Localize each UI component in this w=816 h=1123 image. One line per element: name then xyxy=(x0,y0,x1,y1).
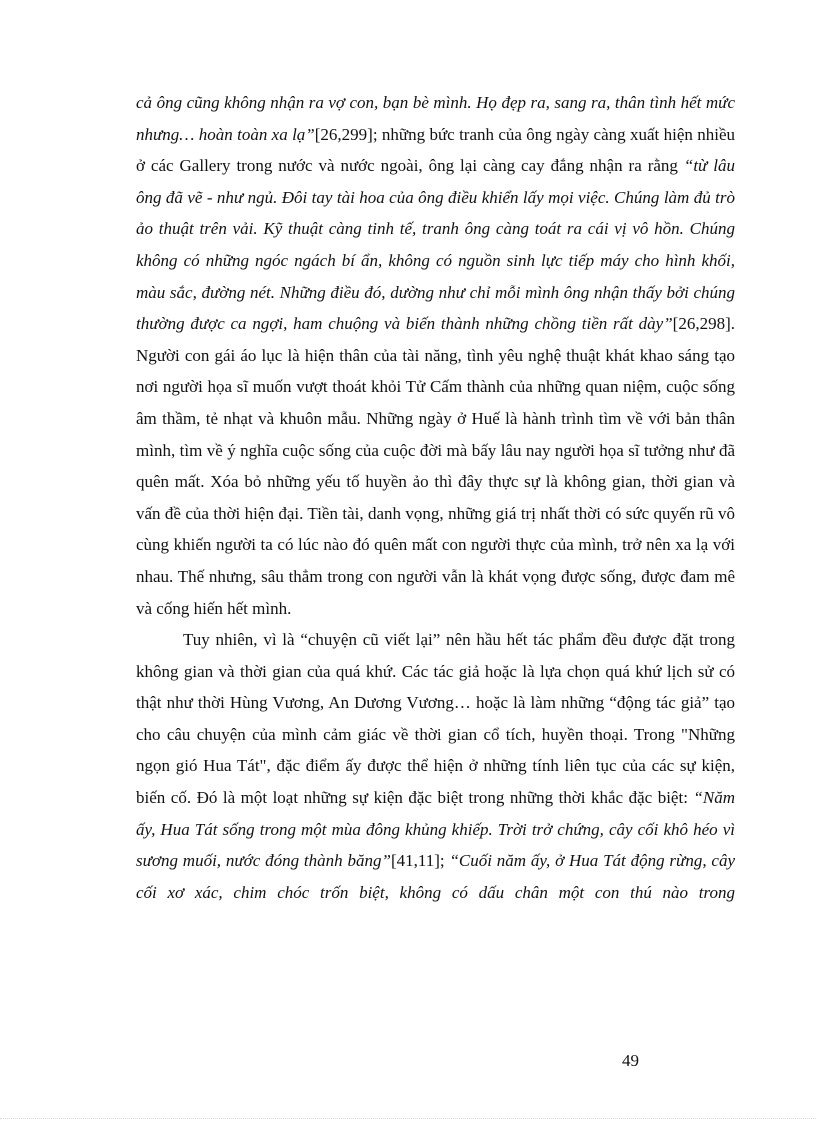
page-body xyxy=(136,87,735,908)
quote-text: cả ông cũng không nhận ra vợ con, bạn bè mình. Họ đẹp ra, sang ra, thân tình hết mức nhưng… hoàn toàn xa lạ” xyxy=(136,93,735,144)
quote-text: “Năm ấy, Hua Tát sống trong một mùa đông khủng khiếp. Trời trở chứng, cây cối khô héo vì sương muối, nước đóng thành băng” xyxy=(136,788,735,871)
quote-text: “từ lâu ông đã vẽ - như ngủ. Đôi tay tài hoa của ông điều khiển lấy mọi việc. Chúng làm đủ trò ảo thuật trên vải. Kỹ thuật càng tinh tế, tranh ông càng toát ra cái vị vô hồn. Chúng không có những ngóc ngách bí ẩn, không có nguồn sinh lực tiếp máy cho hình khối, màu sắc, đường nét. Những điều đó, dường như chỉ mỗi mình ông nhận thấy bởi chúng thường được ca ngợi, ham chuộng và biến thành những chồng tiền rất dày” xyxy=(136,156,735,334)
quote-text: “Cuối năm ấy, ở Hua Tát động rừng, cây cối xơ xác, chim chóc trốn biệt, không có dấu chân một con thú nào trong xyxy=(136,851,735,902)
body-text: [41,11]; xyxy=(390,851,450,871)
page-number: 49 xyxy=(622,1051,639,1070)
body-text: [26,299]; những bức tranh của ông ngày càng xuất hiện nhiều ở các Gallery trong nước và nước ngoài, ông lại càng cay đắng nhận ra rằng xyxy=(136,124,735,176)
body-text: [26,298]. Người con gái áo lục là hiện thân của tài năng, tình yêu nghệ thuật khát khao sáng tạo nơi người họa sĩ muốn vượt thoát khỏi Tử Cấm thành của những quan niệm, cuộc sống âm thầm, tẻ nhạt và khuôn mẫu. Những ngày ở Huế là hành trình tìm về với bản thân mình, tìm về ý nghĩa cuộc sống của cuộc đời mà bấy lâu nay người họa sĩ tưởng như đã quên mất. Xóa bỏ những yếu tố huyền ảo thì đây thực sự là không gian, thời gian và vấn đề của thời hiện đại. Tiền tài, danh vọng, những giá trị nhất thời có sức quyến rũ vô cùng khiến người ta có lúc nào đó quên mất con người thực của mình, trở nên xa lạ với nhau. Thế nhưng, sâu thẳm trong con người vẫn là khát vọng được sống, được đam mê và cống hiến hết mình. xyxy=(136,314,735,618)
body-text: Tuy nhiên, vì là “chuyện cũ viết lại” nên hầu hết tác phẩm đều được đặt trong không gian và thời gian của quá khứ. Các tác giả hoặc là lựa chọn quá khứ lịch sử có thật như thời Hùng Vương, An Dương Vương… hoặc là làm những “động tác giả” tạo cho câu chuyện của mình cảm giác về thời gian cổ tích, huyền thoại. Trong "Những ngọn gió Hua Tát", đặc điểm ấy được thể hiện ở những tính liên tục của các sự kiện, biến cố. Đó là một loạt những sự kiện đặc biệt trong những thời khắc đặc biệt: xyxy=(136,630,735,808)
page-bottom-border xyxy=(0,1118,816,1121)
paragraph-1 xyxy=(136,87,735,624)
paragraph-2 xyxy=(136,624,735,908)
